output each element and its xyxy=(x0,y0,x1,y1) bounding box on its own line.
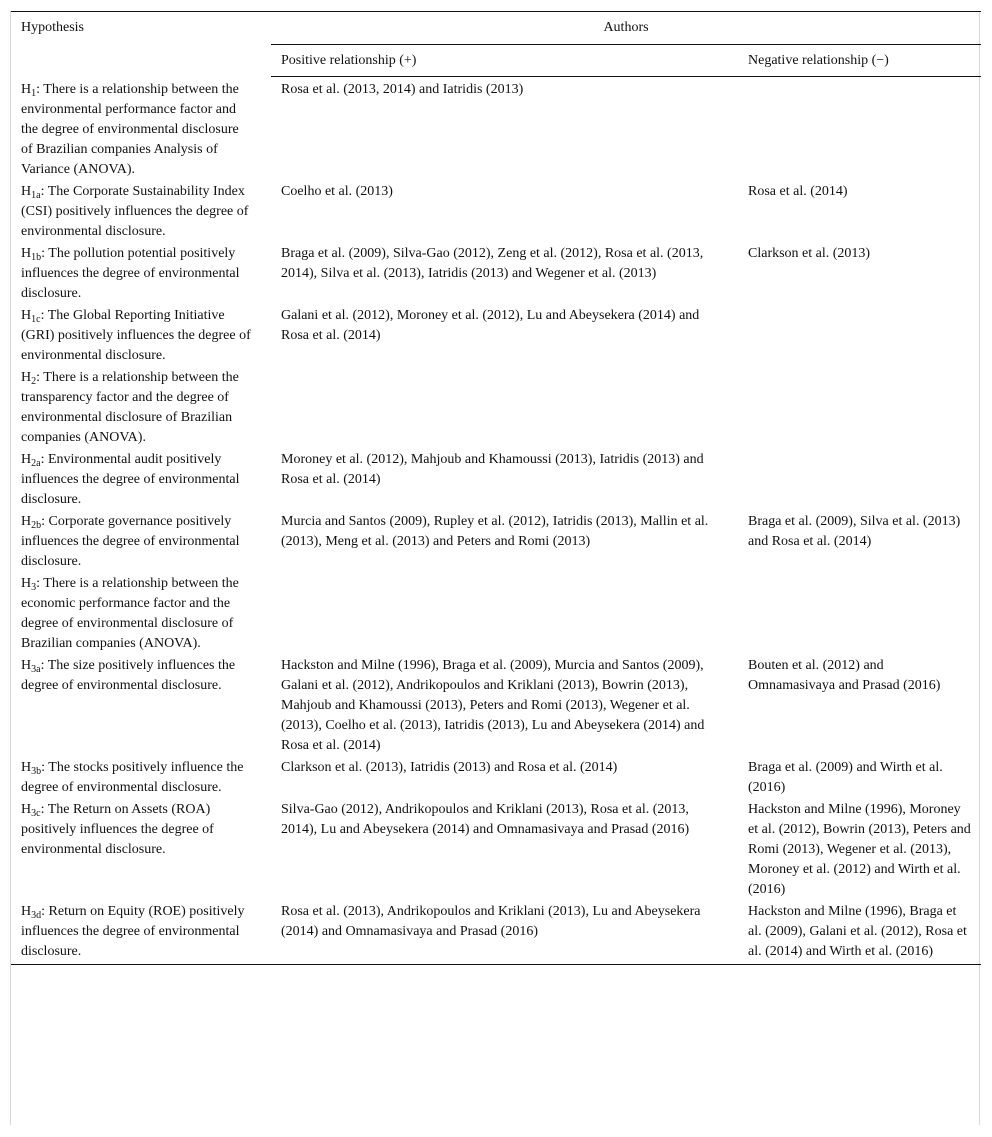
table-row xyxy=(11,448,981,510)
hypothesis-subscript: 1c xyxy=(31,313,41,325)
table-row xyxy=(11,77,981,180)
header-positive: Positive relationship (+) xyxy=(271,45,738,77)
hypothesis-text: : The size positively influences the degree of environmental disclosure. xyxy=(21,657,236,693)
hypothesis-text: : There is a relationship between the economic performance factor and the degree of environmental disclosure of Brazilian companies (ANOVA). xyxy=(21,575,239,651)
hypothesis-text: : There is a relationship between the transparency factor and the degree of environmental disclosure of Brazilian companies (ANOVA). xyxy=(21,369,239,445)
negative-authors-cell: Clarkson et al. (2013) xyxy=(748,245,871,261)
hypotheses-table xyxy=(11,11,981,965)
positive-authors-cell: Rosa et al. (2013, 2014) and Iatridis (2013) xyxy=(281,82,524,97)
table-row xyxy=(11,304,981,366)
header-authors: Authors xyxy=(271,12,981,45)
hypothesis-subscript: 3 xyxy=(31,581,37,593)
negative-authors-cell: Bouten et al. (2012) and Omnamasivaya and Prasad (2016) xyxy=(748,657,941,693)
hypothesis-text: : There is a relationship between the environmental performance factor and the degree of environmental disclosure of Brazilian companies Analysis of Variance (ANOVA). xyxy=(21,81,239,177)
negative-authors-cell xyxy=(738,448,981,510)
hypothesis-text: : The stocks positively influence the degree of environmental disclosure. xyxy=(21,759,244,795)
table-row xyxy=(11,510,981,572)
positive-authors-cell: Galani et al. (2012), Moroney et al. (2012), Lu and Abeysekera (2014) and Rosa et al. (2014) xyxy=(281,307,700,343)
hypothesis-text: : The Global Reporting Initiative (GRI) positively influences the degree of environmental disclosure. xyxy=(21,307,251,363)
hypothesis-cell xyxy=(11,510,271,572)
hypothesis-cell xyxy=(11,798,271,900)
hypothesis-symbol: H xyxy=(21,513,32,529)
positive-authors-cell xyxy=(271,366,738,448)
hypothesis-subscript: 2 xyxy=(31,375,37,387)
hypothesis-cell xyxy=(11,654,271,756)
hypothesis-text: : The Corporate Sustainability Index (CSI) positively influences the degree of environmental disclosure. xyxy=(21,183,249,239)
hypothesis-text: : Corporate governance positively influences the degree of environmental disclosure. xyxy=(21,513,240,569)
hypothesis-subscript: 3c xyxy=(31,807,41,819)
table-row xyxy=(11,366,981,448)
negative-authors-cell: Rosa et al. (2014) xyxy=(748,183,848,199)
hypothesis-text: : The Return on Assets (ROA) positively influences the degree of environmental disclosure. xyxy=(21,801,214,857)
table-row xyxy=(11,900,981,965)
hypothesis-symbol: H xyxy=(21,307,32,323)
hypothesis-cell xyxy=(11,366,271,448)
header-hypothesis: Hypothesis xyxy=(11,12,271,77)
negative-authors-cell xyxy=(738,572,981,654)
header-negative: Negative relationship (−) xyxy=(738,45,981,77)
table-row xyxy=(11,180,981,242)
hypothesis-cell xyxy=(11,77,271,180)
hypothesis-cell xyxy=(11,448,271,510)
positive-authors-cell xyxy=(271,572,738,654)
positive-authors-cell: Hackston and Milne (1996), Braga et al. (2009), Murcia and Santos (2009), Galani et al. (2012), Andrikopoulos and Kriklani (2013), Bowrin (2013), Mahjoub and Khamoussi (2013), Peters and Romi (2013), Wegener et al. (2013), Coelho et al. (2013), Iatridis (2013), Lu and Abeysekera (2014) and Rosa et al. (2014) xyxy=(281,657,705,753)
negative-authors-cell: Hackston and Milne (1996), Moroney et al. (2012), Bowrin (2013), Peters and Romi (2013), Wegener et al. (2013), Moroney et al. (2012) and Wirth et al. (2016) xyxy=(748,801,971,897)
hypothesis-subscript: 3b xyxy=(31,765,42,777)
hypothesis-symbol: H xyxy=(21,903,32,919)
hypothesis-symbol: H xyxy=(21,657,32,673)
positive-authors-cell: Braga et al. (2009), Silva-Gao (2012), Zeng et al. (2012), Rosa et al. (2013, 2014), Silva et al. (2013), Iatridis (2013) and Wegener et al. (2013) xyxy=(281,245,704,281)
table-row xyxy=(11,572,981,654)
hypothesis-symbol: H xyxy=(21,183,32,199)
hypothesis-symbol: H xyxy=(21,369,32,385)
hypothesis-cell xyxy=(11,304,271,366)
positive-authors-cell: Silva-Gao (2012), Andrikopoulos and Kriklani (2013), Rosa et al. (2013, 2014), Lu and Abeysekera (2014) and Omnamasivaya and Prasad (2016) xyxy=(281,801,690,837)
hypothesis-subscript: 3d xyxy=(31,909,42,921)
hypothesis-subscript: 1 xyxy=(31,87,37,99)
hypothesis-text: : Environmental audit positively influences the degree of environmental disclosure. xyxy=(21,451,240,507)
table-row xyxy=(11,242,981,304)
hypothesis-symbol: H xyxy=(21,759,32,775)
hypothesis-cell xyxy=(11,180,271,242)
negative-authors-cell xyxy=(738,366,981,448)
hypothesis-symbol: H xyxy=(21,575,32,591)
hypothesis-symbol: H xyxy=(21,451,32,467)
hypothesis-cell xyxy=(11,242,271,304)
table-row xyxy=(11,654,981,756)
positive-authors-cell: Rosa et al. (2013), Andrikopoulos and Kriklani (2013), Lu and Abeysekera (2014) and Omnamasivaya and Prasad (2016) xyxy=(271,900,738,965)
negative-authors-cell xyxy=(738,77,981,180)
hypothesis-symbol: H xyxy=(21,801,32,817)
positive-authors-cell: Moroney et al. (2012), Mahjoub and Khamoussi (2013), Iatridis (2013) and Rosa et al. (2014) xyxy=(281,451,704,487)
hypothesis-symbol: H xyxy=(21,245,32,261)
hypothesis-text: : The pollution potential positively influences the degree of environmental disclosure. xyxy=(21,245,240,301)
negative-authors-cell: Hackston and Milne (1996), Braga et al. (2009), Galani et al. (2012), Rosa et al. (2014) and Wirth et al. (2016) xyxy=(738,900,981,965)
hypothesis-subscript: 1a xyxy=(31,189,41,201)
negative-authors-cell: Braga et al. (2009) and Wirth et al. (2016) xyxy=(748,759,943,795)
negative-authors-cell xyxy=(738,304,981,366)
positive-authors-cell: Clarkson et al. (2013), Iatridis (2013) and Rosa et al. (2014) xyxy=(281,759,618,775)
hypothesis-subscript: 3a xyxy=(31,663,41,675)
hypothesis-cell xyxy=(11,756,271,798)
positive-authors-cell: Coelho et al. (2013) xyxy=(281,183,393,199)
positive-authors-cell: Murcia and Santos (2009), Rupley et al. (2012), Iatridis (2013), Mallin et al. (2013), Meng et al. (2013) and Peters and Romi (2013) xyxy=(281,513,709,549)
hypothesis-subscript: 1b xyxy=(31,251,42,263)
hypothesis-cell xyxy=(11,572,271,654)
hypothesis-subscript: 2a xyxy=(31,457,41,469)
table-body xyxy=(11,77,981,965)
hypothesis-text: : Return on Equity (ROE) positively influences the degree of environmental disclosure. xyxy=(21,903,245,959)
table-row xyxy=(11,756,981,798)
hypothesis-cell xyxy=(11,900,271,965)
negative-authors-cell: Braga et al. (2009), Silva et al. (2013) and Rosa et al. (2014) xyxy=(748,513,961,549)
table-row xyxy=(11,798,981,900)
hypothesis-symbol: H xyxy=(21,81,32,97)
hypothesis-subscript: 2b xyxy=(31,519,42,531)
